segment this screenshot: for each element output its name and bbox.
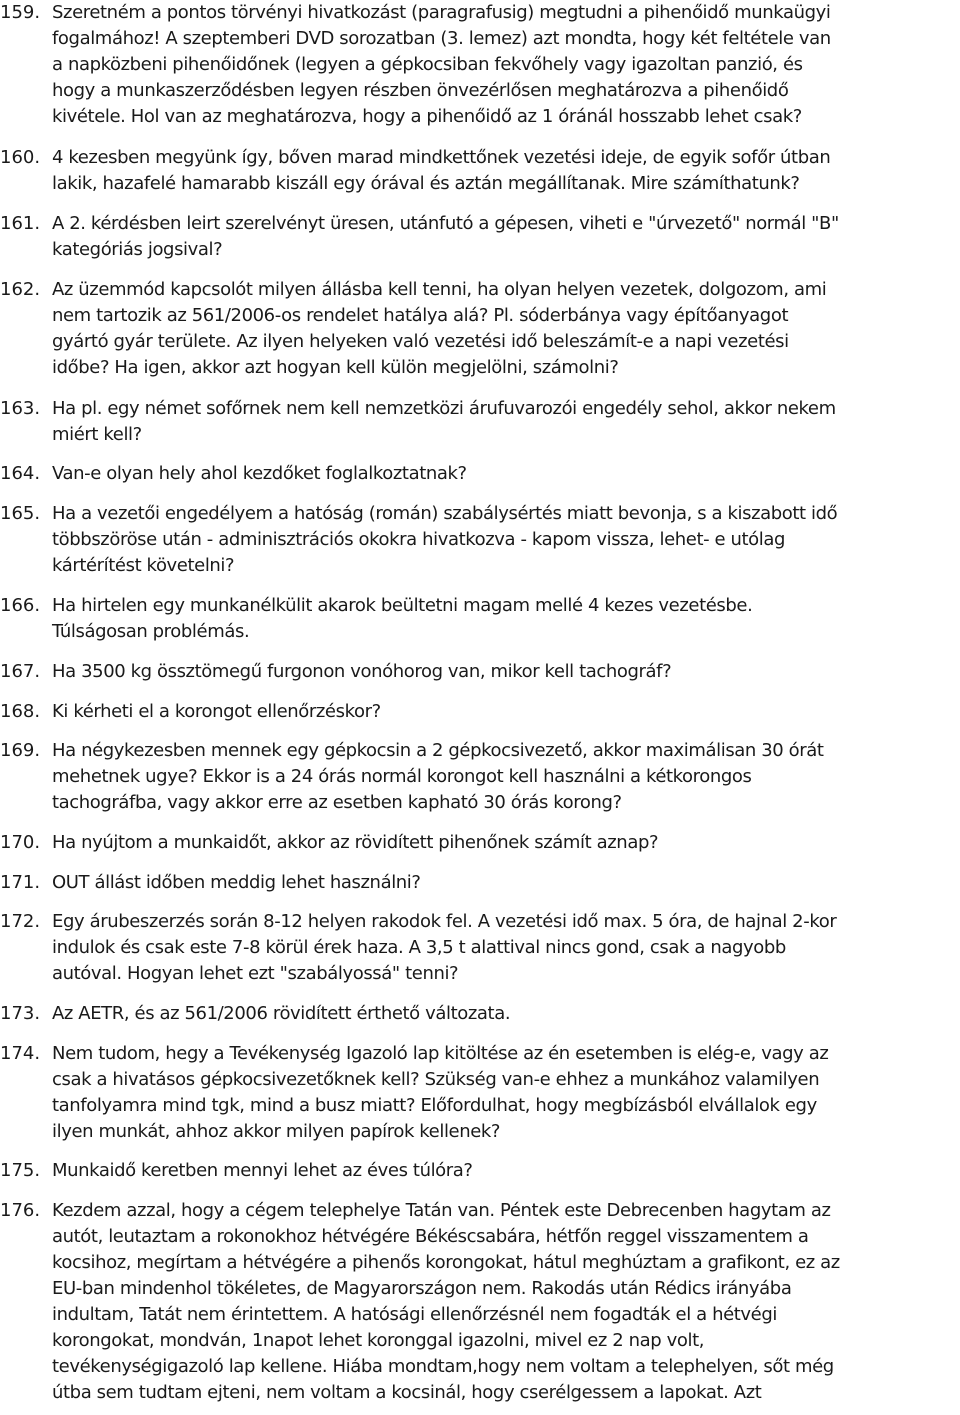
item-text: [52, 909, 952, 987]
text-line: Ha nyújtom a munkaidőt, akkor az rövidített pihenőnek számít aznap?: [52, 832, 659, 853]
text-line: Ki kérheti el a korongot ellenőrzéskor?: [52, 701, 381, 722]
item-number: 170.: [0, 832, 41, 853]
text-line: miért kell?: [52, 424, 142, 445]
text-line: többszöröse után - adminisztrációs okokra hivatkozva - kapom vissza, lehet- e utólag: [52, 529, 786, 550]
item-number: 164.: [0, 463, 41, 484]
item-text: [52, 738, 952, 816]
item-number: 175.: [0, 1160, 41, 1181]
text-line: a napközbeni pihenőidőnek (legyen a gépkocsiban fekvőhely vagy igazoltan panzió, és: [52, 54, 803, 75]
text-line: nem tartozik az 561/2006-os rendelet hatálya alá? Pl. sóderbánya vagy építőanyagot: [52, 305, 789, 326]
text-line: Szeretném a pontos törvényi hivatkozást (paragrafusig) megtudni a pihenőidő munkaügyi: [52, 2, 831, 23]
item-text: [52, 461, 952, 487]
item-number: 176.: [0, 1200, 41, 1221]
text-line: EU-ban mindenhol tökéletes, de Magyarországon nem. Rakodás után Rédics irányába: [52, 1278, 792, 1299]
text-line: útba sem tudtam ejteni, nem voltam a kocsinál, hogy cserélgessem a lapokat. Azt: [52, 1382, 762, 1403]
text-line: kategóriás jogsival?: [52, 239, 223, 260]
item-text: [52, 659, 952, 685]
item-text: [52, 0, 952, 130]
text-line: csak a hivatásos gépkocsivezetőknek kell? Szükség van-e ehhez a munkához valamilyen: [52, 1069, 820, 1090]
item-text: [52, 1158, 952, 1184]
text-line: Kezdem azzal, hogy a cégem telephelye Tatán van. Péntek este Debrecenben hagytam az: [52, 1200, 831, 1221]
item-text: [52, 830, 952, 856]
text-line: Az AETR, és az 561/2006 rövidített érthető változata.: [52, 1003, 511, 1024]
text-line: Túlságosan problémás.: [52, 621, 250, 642]
text-line: ilyen munkát, ahhoz akkor milyen papírok kellenek?: [52, 1121, 501, 1142]
text-line: kocsihoz, megírtam a hétvégére a pihenős korongokat, hátul meghúztam a grafikont, ez az: [52, 1252, 840, 1273]
text-line: Nem tudom, hegy a Tevékenység Igazoló lap kitöltése az én esetemben is elég-e, vagy az: [52, 1043, 829, 1064]
item-number: 159.: [0, 2, 41, 23]
text-line: időbe? Ha igen, akkor azt hogyan kell külön megjelölni, számolni?: [52, 357, 619, 378]
item-number: 161.: [0, 213, 41, 234]
text-line: OUT állást időben meddig lehet használni?: [52, 872, 421, 893]
item-number: 168.: [0, 701, 41, 722]
text-line: Ha pl. egy német sofőrnek nem kell nemzetközi árufuvarozói engedély sehol, akkor nekem: [52, 398, 836, 419]
text-line: indulok és csak este 7-8 körül érek haza. A 3,5 t alattival nincs gond, csak a nagyobb: [52, 937, 786, 958]
text-line: mehetnek ugye? Ekkor is a 24 órás normál korongot kell használni a kétkorongos: [52, 766, 752, 787]
item-number: 160.: [0, 147, 41, 168]
text-line: autóval. Hogyan lehet ezt "szabályossá" tenni?: [52, 963, 459, 984]
text-line: lakik, hazafelé hamarabb kiszáll egy órával és aztán megállítanak. Mire számíthatunk?: [52, 173, 800, 194]
text-line: tanfolyamra mind tgk, mind a busz miatt? Előfordulhat, hogy megbízásból elvállalok egy: [52, 1095, 817, 1116]
text-line: kártérítést követelni?: [52, 555, 235, 576]
item-number: 166.: [0, 595, 41, 616]
item-number: 171.: [0, 872, 41, 893]
text-line: hogy a munkaszerződésben legyen részben önvezérlősen meghatározva a pihenőidő: [52, 80, 789, 101]
item-text: [52, 501, 952, 579]
text-line: kivétele. Hol van az meghatározva, hogy a pihenőidő az 1 óránál hosszabb lehet csak?: [52, 106, 802, 127]
item-text: [52, 870, 952, 896]
item-number: 165.: [0, 503, 41, 524]
item-text: [52, 211, 952, 263]
text-line: fogalmához! A szeptemberi DVD sorozatban (3. lemez) azt mondta, hogy két feltétele van: [52, 28, 831, 49]
item-number: 174.: [0, 1043, 41, 1064]
item-number: 162.: [0, 279, 41, 300]
item-text: [52, 277, 952, 381]
item-text: [52, 1001, 952, 1027]
item-text: [52, 396, 952, 448]
item-number: 163.: [0, 398, 41, 419]
text-line: tevékenységigazoló lap kellene. Hiába mondtam,hogy nem voltam a telephelyen, sőt még: [52, 1356, 834, 1377]
item-text: [52, 593, 952, 645]
text-line: Ha a vezetői engedélyem a hatóság (román) szabálysértés miatt bevonja, s a kiszabott idő: [52, 503, 838, 524]
item-number: 167.: [0, 661, 41, 682]
text-line: 4 kezesben megyünk így, bőven marad mindkettőnek vezetési ideje, de egyik sofőr útban: [52, 147, 831, 168]
text-line: Ha négykezesben mennek egy gépkocsin a 2 gépkocsivezető, akkor maximálisan 30 órát: [52, 740, 824, 761]
item-number: 169.: [0, 740, 41, 761]
text-line: autót, leutaztam a rokonokhoz hétvégére Békéscsabára, hétfőn reggel visszamentem a: [52, 1226, 809, 1247]
item-number: 173.: [0, 1003, 41, 1024]
text-line: gyártó gyár területe. Az ilyen helyeken való vezetési idő beleszámít-e a napi vezetési: [52, 331, 789, 352]
item-text: [52, 145, 952, 197]
text-line: Ha hirtelen egy munkanélkülit akarok beültetni magam mellé 4 kezes vezetésbe.: [52, 595, 753, 616]
text-line: Munkaidő keretben mennyi lehet az éves túlóra?: [52, 1160, 473, 1181]
text-line: Az üzemmód kapcsolót milyen állásba kell tenni, ha olyan helyen vezetek, dolgozom, ami: [52, 279, 827, 300]
text-line: Egy árubeszerzés során 8-12 helyen rakodok fel. A vezetési idő max. 5 óra, de hajnal 2-kor: [52, 911, 837, 932]
text-line: A 2. kérdésben leirt szerelvényt üresen, utánfutó a gépesen, viheti e "úrvezető" normál "B": [52, 213, 839, 234]
item-text: [52, 1198, 952, 1406]
text-line: korongokat, mondván, 1napot lehet koronggal igazolni, mivel ez 2 nap volt,: [52, 1330, 705, 1351]
text-line: tachográfba, vagy akkor erre az esetben kapható 30 órás korong?: [52, 792, 622, 813]
item-number: 172.: [0, 911, 41, 932]
text-line: Ha 3500 kg össztömegű furgonon vonóhorog van, mikor kell tachográf?: [52, 661, 672, 682]
item-text: [52, 1041, 952, 1145]
text-line: indultam, Tatát nem érintettem. A hatósági ellenőrzésnél nem fogadták el a hétvégi: [52, 1304, 777, 1325]
text-line: Van-e olyan hely ahol kezdőket foglalkoztatnak?: [52, 463, 467, 484]
item-text: [52, 699, 952, 725]
